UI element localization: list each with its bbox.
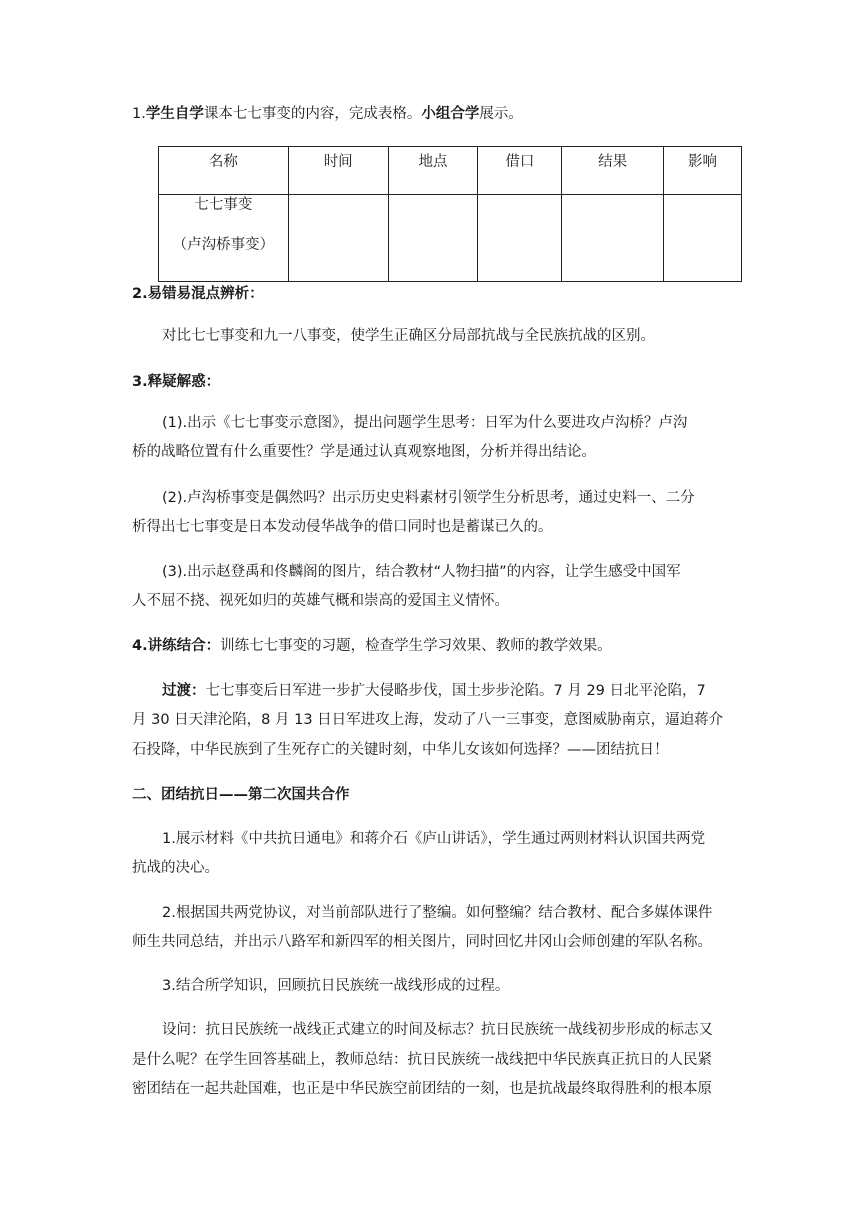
s2-item-1-line2: 抗战的决心。 — [132, 860, 219, 876]
header-impact: 影响 — [664, 147, 742, 195]
question-line3: 密团结在一起共赴国难，也正是中华民族空前团结的一刻，也是抗战最终取得胜利的根本原 — [132, 1081, 712, 1097]
transition-line1 — [162, 681, 762, 701]
table-header-row — [159, 147, 742, 195]
header-result: 结果 — [562, 147, 664, 195]
cell-event-name — [159, 195, 289, 282]
confusion-body: 对比七七事变和九一八事变，使学生正确区分局部抗战与全民族抗战的区别。 — [162, 328, 655, 344]
doubt-3-line2: 人不屈不挠、视死如归的英雄气概和崇高的爱国主义情怀。 — [132, 593, 509, 609]
header-name: 名称 — [159, 147, 289, 195]
doubt-2-line2: 析得出七七事变是日本发动侵华战争的借口同时也是蓄谋已久的。 — [132, 519, 553, 535]
question-line1: 设问：抗日民族统一战线正式建立的时间及标志？抗日民族统一战线初步形成的标志又 — [162, 1022, 713, 1038]
cell-pretext[interactable] — [478, 195, 562, 282]
doubt-3-line1: (3).出示赵登禹和佟麟阁的图片，结合教材“人物扫描”的内容，让学生感受中国军 — [162, 564, 681, 580]
practice-heading: 4.讲练结合： — [132, 638, 221, 654]
doubt-2-line1: (2).卢沟桥事变是偶然吗？出示历史史料素材引领学生分析思考，通过史料一、二分 — [162, 490, 695, 506]
practice-line — [132, 636, 732, 656]
s2-item-3: 3.结合所学知识，回顾抗日民族统一战线形成的过程。 — [162, 978, 510, 994]
group-study-text: 展示。 — [479, 106, 523, 122]
header-place: 地点 — [388, 147, 478, 195]
header-pretext: 借口 — [478, 147, 562, 195]
transition-line3: 石投降，中华民族到了生死存亡的关键时刻，中华儿女该如何选择？——团结抗日！ — [132, 742, 669, 758]
bold-self-study: 学生自学 — [145, 106, 204, 122]
cell-time[interactable] — [288, 195, 388, 282]
doubt-1-line2: 桥的战略位置有什么重要性？学是通过认真观察地图，分析并得出结论。 — [132, 444, 596, 460]
event-alias: （卢沟桥事变） — [172, 237, 275, 253]
cell-place[interactable] — [388, 195, 478, 282]
transition-text: 七七事变后日军进一步扩大侵略步伐，国土步步沦陷。7 月 29 日北平沦陷，7 — [205, 683, 706, 699]
doubt-heading: 3.释疑解惑： — [132, 374, 221, 390]
self-study-line — [132, 104, 732, 124]
item-number: 1. — [132, 106, 146, 122]
s2-item-2-line2: 师生共同总结，并出示八路军和新四军的相关图片，同时回忆井冈山会师创建的军队名称。 — [132, 934, 712, 950]
self-study-text: 课本七七事变的内容，完成表格。 — [203, 106, 422, 122]
table-row — [159, 195, 742, 282]
practice-body: 训练七七事变的习题，检查学生学习效果、教师的教学效果。 — [220, 638, 612, 654]
transition-label: 过渡： — [162, 683, 206, 699]
section-2-heading: 二、团结抗日——第二次国共合作 — [132, 787, 350, 803]
confusion-heading: 2.易错易混点辨析： — [132, 286, 264, 302]
transition-line2: 月 30 日天津沦陷，8 月 13 日日军进攻上海，发动了八一三事变，意图威胁南京，逼迫蒋介 — [132, 712, 724, 728]
cell-impact[interactable] — [664, 195, 742, 282]
bold-group-study: 小组合学 — [421, 106, 480, 122]
header-time: 时间 — [288, 147, 388, 195]
event-name: 七七事变 — [194, 197, 253, 213]
question-line2: 是什么呢？在学生回答基础上，教师总结：抗日民族统一战线把中华民族真正抗日的人民紧 — [132, 1052, 712, 1068]
event-table — [158, 146, 742, 282]
doubt-1-line1: (1).出示《七七事变示意图》，提出问题学生思考：日军为什么要进攻卢沟桥？卢沟 — [162, 415, 688, 431]
s2-item-2-line1: 2.根据国共两党协议，对当前部队进行了整编。如何整编？结合教材、配合多媒体课件 — [162, 905, 713, 921]
s2-item-1-line1: 1.展示材料《中共抗日通电》和蒋介石《庐山讲话》，学生通过两则材料认识国共两党 — [162, 831, 706, 847]
cell-result[interactable] — [562, 195, 664, 282]
